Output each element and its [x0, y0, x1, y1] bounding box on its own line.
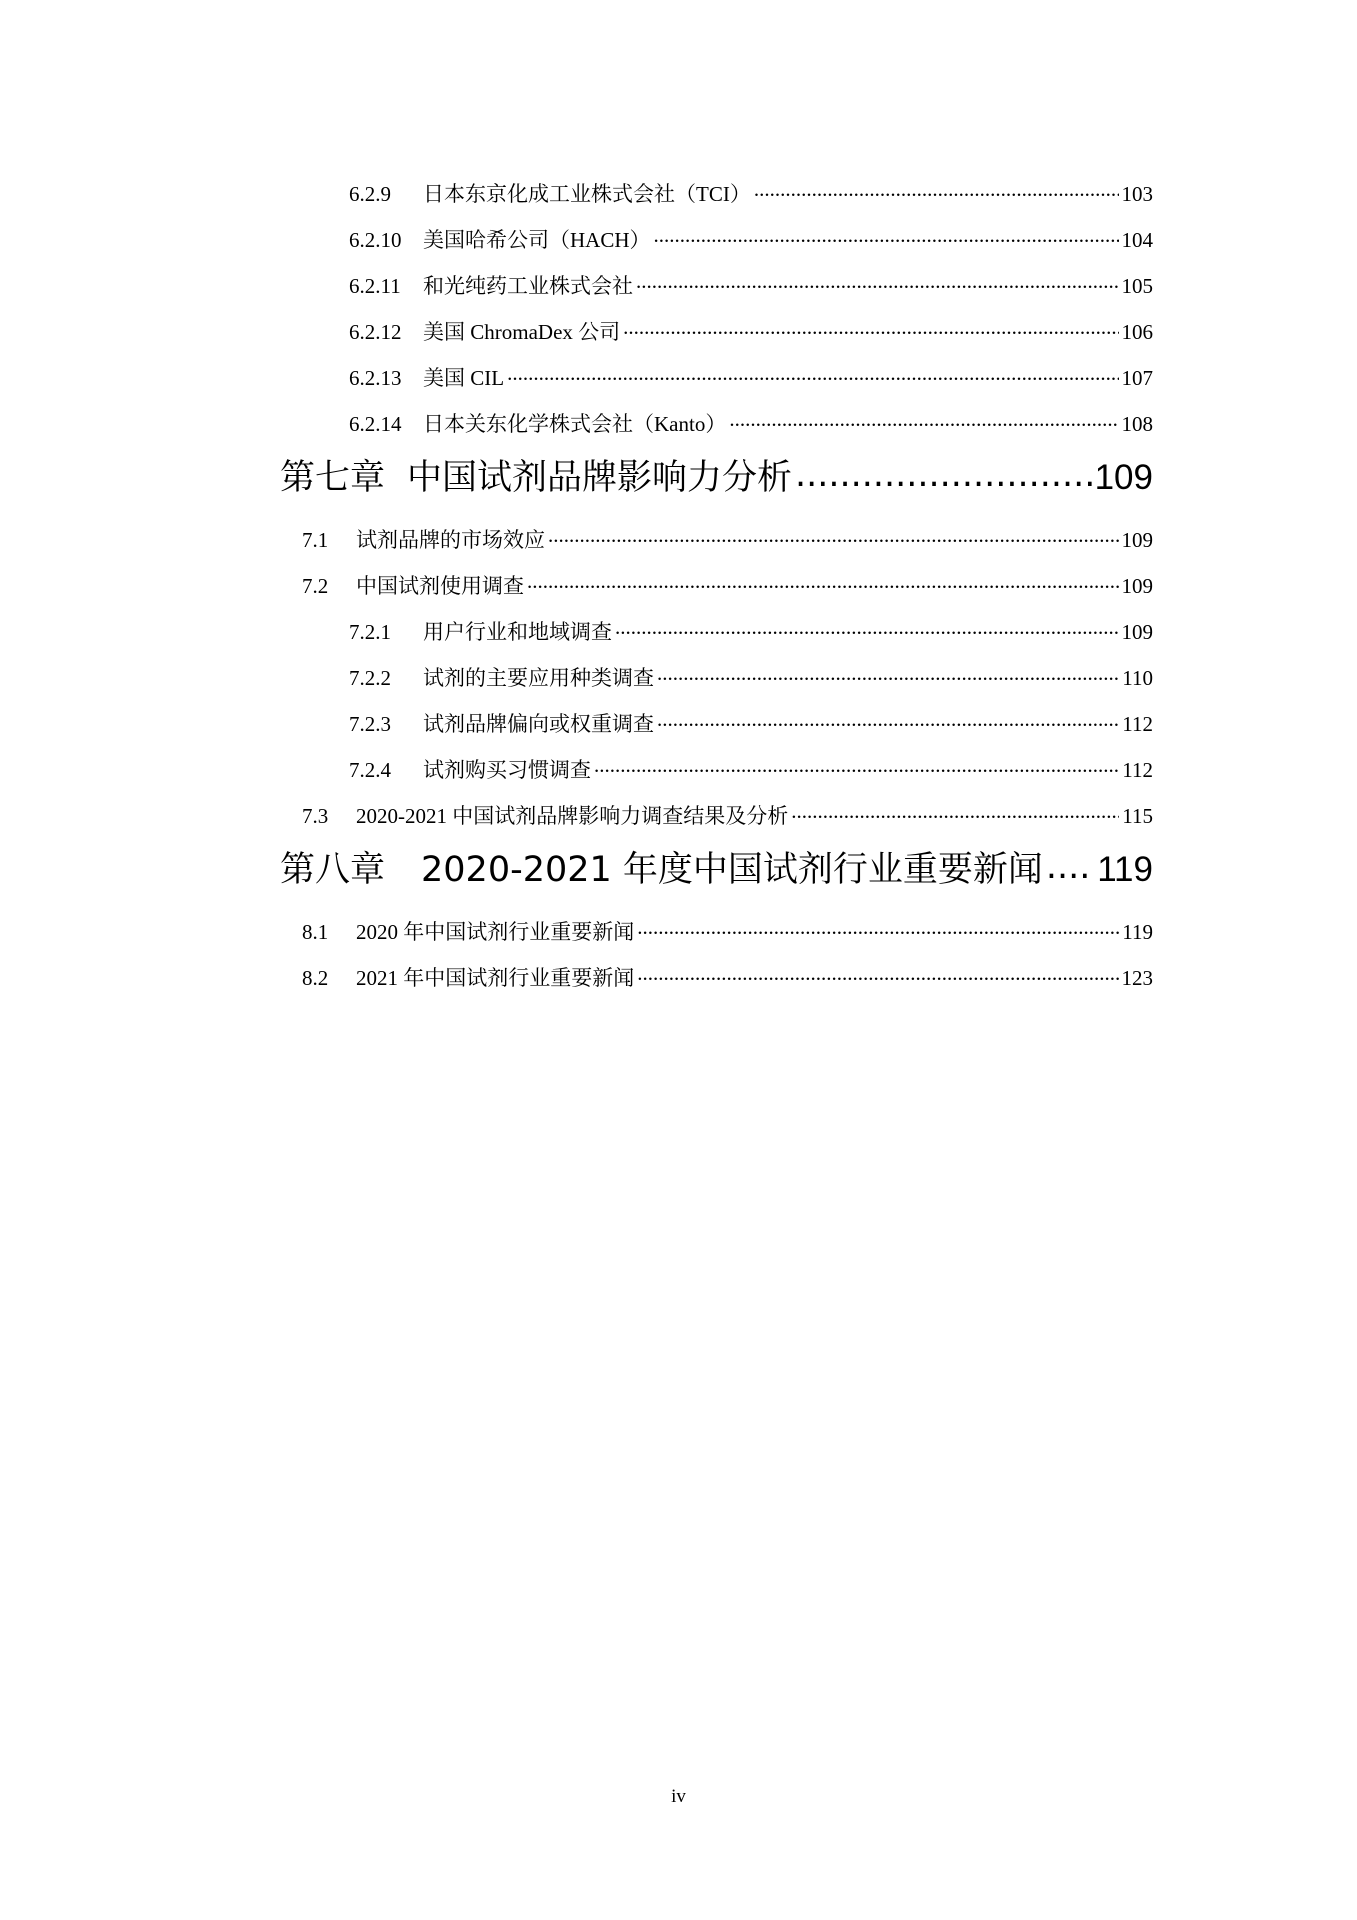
toc-entry[interactable] [349, 408, 1153, 442]
chapter-page-number: 119 [1097, 850, 1153, 889]
entry-page-number: 106 [1121, 320, 1153, 344]
dot-leader [791, 802, 1119, 823]
toc-entry[interactable] [349, 662, 1153, 696]
entry-page-number: 109 [1121, 528, 1153, 552]
entry-title: 中国试剂使用调查 [356, 574, 524, 598]
dot-leader [754, 180, 1119, 201]
dot-leader [548, 526, 1119, 547]
toc-entry[interactable] [349, 708, 1153, 742]
toc-entry[interactable] [302, 570, 1153, 604]
toc-entry[interactable] [302, 800, 1153, 834]
toc-entry[interactable] [349, 224, 1153, 258]
chapter-page-number: 109 [1094, 458, 1153, 497]
chapter-number: 第七章 [280, 458, 386, 497]
dot-leader [795, 454, 1092, 489]
dot-leader [1046, 846, 1094, 881]
toc-chapter-entry[interactable] [280, 842, 1153, 892]
entry-title: 用户行业和地域调查 [423, 620, 612, 644]
entry-title: 2020 年中国试剂行业重要新闻 [356, 920, 635, 944]
entry-number: 8.2 [302, 966, 329, 990]
chapter-title: 2020-2021 年度中国试剂行业重要新闻 [421, 850, 1043, 890]
entry-page-number: 107 [1121, 366, 1153, 390]
entry-title: 日本东京化成工业株式会社（TCI） [423, 182, 751, 206]
dot-leader [527, 572, 1119, 593]
entry-title: 美国 ChromaDex 公司 [423, 320, 621, 344]
dot-leader [657, 710, 1119, 731]
toc-entry[interactable] [302, 962, 1153, 996]
entry-page-number: 123 [1121, 966, 1153, 990]
entry-title: 2021 年中国试剂行业重要新闻 [356, 966, 635, 990]
dot-leader [594, 756, 1119, 777]
entry-title: 美国哈希公司（HACH） [423, 228, 651, 252]
dot-leader [654, 226, 1119, 247]
entry-number: 7.3 [302, 804, 329, 828]
entry-title: 和光纯药工业株式会社 [423, 274, 633, 298]
entry-number: 7.2.3 [349, 712, 391, 736]
dot-leader [636, 272, 1119, 293]
entry-page-number: 108 [1121, 412, 1153, 436]
entry-page-number: 112 [1122, 758, 1153, 782]
entry-title: 试剂品牌的市场效应 [356, 528, 545, 552]
entry-number: 6.2.12 [349, 320, 402, 344]
entry-number: 6.2.9 [349, 182, 391, 206]
chapter-title: 中国试剂品牌影响力分析 [407, 458, 793, 498]
dot-leader [657, 664, 1119, 685]
entry-number: 6.2.10 [349, 228, 402, 252]
entry-page-number: 109 [1121, 620, 1153, 644]
entry-number: 7.2.4 [349, 758, 391, 782]
toc-entry[interactable] [302, 524, 1153, 558]
dot-leader [507, 364, 1118, 385]
toc-entry[interactable] [349, 754, 1153, 788]
entry-page-number: 105 [1121, 274, 1153, 298]
dot-leader [637, 964, 1118, 985]
dot-leader [637, 918, 1119, 939]
entry-title: 美国 CIL [423, 366, 505, 390]
entry-number: 7.2.1 [349, 620, 391, 644]
toc-entry[interactable] [302, 916, 1153, 950]
toc-entry[interactable] [349, 316, 1153, 350]
entry-page-number: 103 [1121, 182, 1153, 206]
toc-entry[interactable] [349, 616, 1153, 650]
page-footer-number: iv [671, 1786, 686, 1807]
entry-page-number: 110 [1122, 666, 1153, 690]
entry-title: 试剂的主要应用种类调查 [423, 666, 654, 690]
dot-leader [615, 618, 1119, 639]
entry-page-number: 119 [1122, 920, 1153, 944]
entry-number: 7.2.2 [349, 666, 391, 690]
entry-number: 8.1 [302, 920, 329, 944]
toc-entry[interactable] [349, 362, 1153, 396]
entry-number: 6.2.11 [349, 274, 401, 298]
entry-number: 6.2.13 [349, 366, 402, 390]
toc-entry[interactable] [349, 270, 1153, 304]
entry-title: 试剂品牌偏向或权重调查 [423, 712, 654, 736]
entry-number: 7.1 [302, 528, 329, 552]
entry-title: 试剂购买习惯调查 [423, 758, 591, 782]
entry-page-number: 112 [1122, 712, 1153, 736]
entry-number: 7.2 [302, 574, 329, 598]
toc-entry[interactable] [349, 178, 1153, 212]
entry-page-number: 115 [1122, 804, 1153, 828]
toc-chapter-entry[interactable] [280, 450, 1153, 500]
entry-title: 2020-2021 中国试剂品牌影响力调查结果及分析 [356, 804, 789, 828]
chapter-number: 第八章 [280, 850, 386, 889]
dot-leader [729, 410, 1118, 431]
entry-number: 6.2.14 [349, 412, 402, 436]
entry-page-number: 109 [1121, 574, 1153, 598]
dot-leader [623, 318, 1118, 339]
entry-page-number: 104 [1121, 228, 1153, 252]
entry-title: 日本关东化学株式会社（Kanto） [423, 412, 727, 436]
